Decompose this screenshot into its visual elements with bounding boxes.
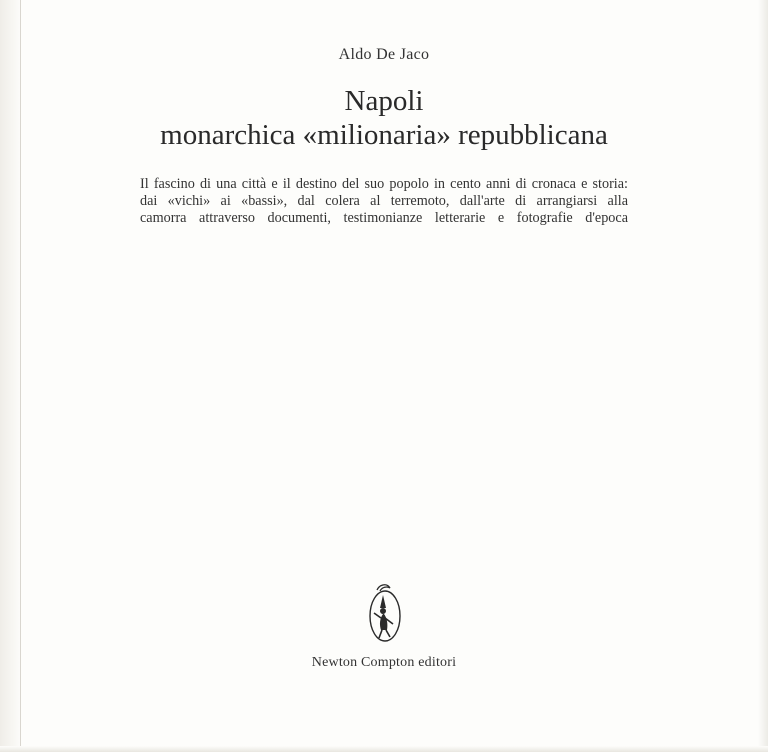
book-subtitle: monarchica «milionaria» repubblicana — [160, 119, 608, 151]
page-bottom-edge — [0, 746, 768, 752]
book-description — [140, 176, 628, 227]
pulcinella-logo-icon — [363, 580, 407, 646]
description-line-2: dai «vichi» ai «bassi», dal colera al terremoto, dall'arte di arrangiarsi alla — [140, 193, 628, 209]
description-line-3: camorra attraverso documenti, testimonianze letterarie e fotografie d'epoca — [140, 210, 628, 226]
publisher-name: Newton Compton editori — [311, 655, 457, 670]
author-name: Aldo De Jaco — [338, 46, 430, 63]
description-line-1: Il fascino di una città e il destino del suo popolo in cento anni di cronaca e storia: — [140, 176, 628, 192]
book-title: Napoli — [344, 85, 424, 117]
